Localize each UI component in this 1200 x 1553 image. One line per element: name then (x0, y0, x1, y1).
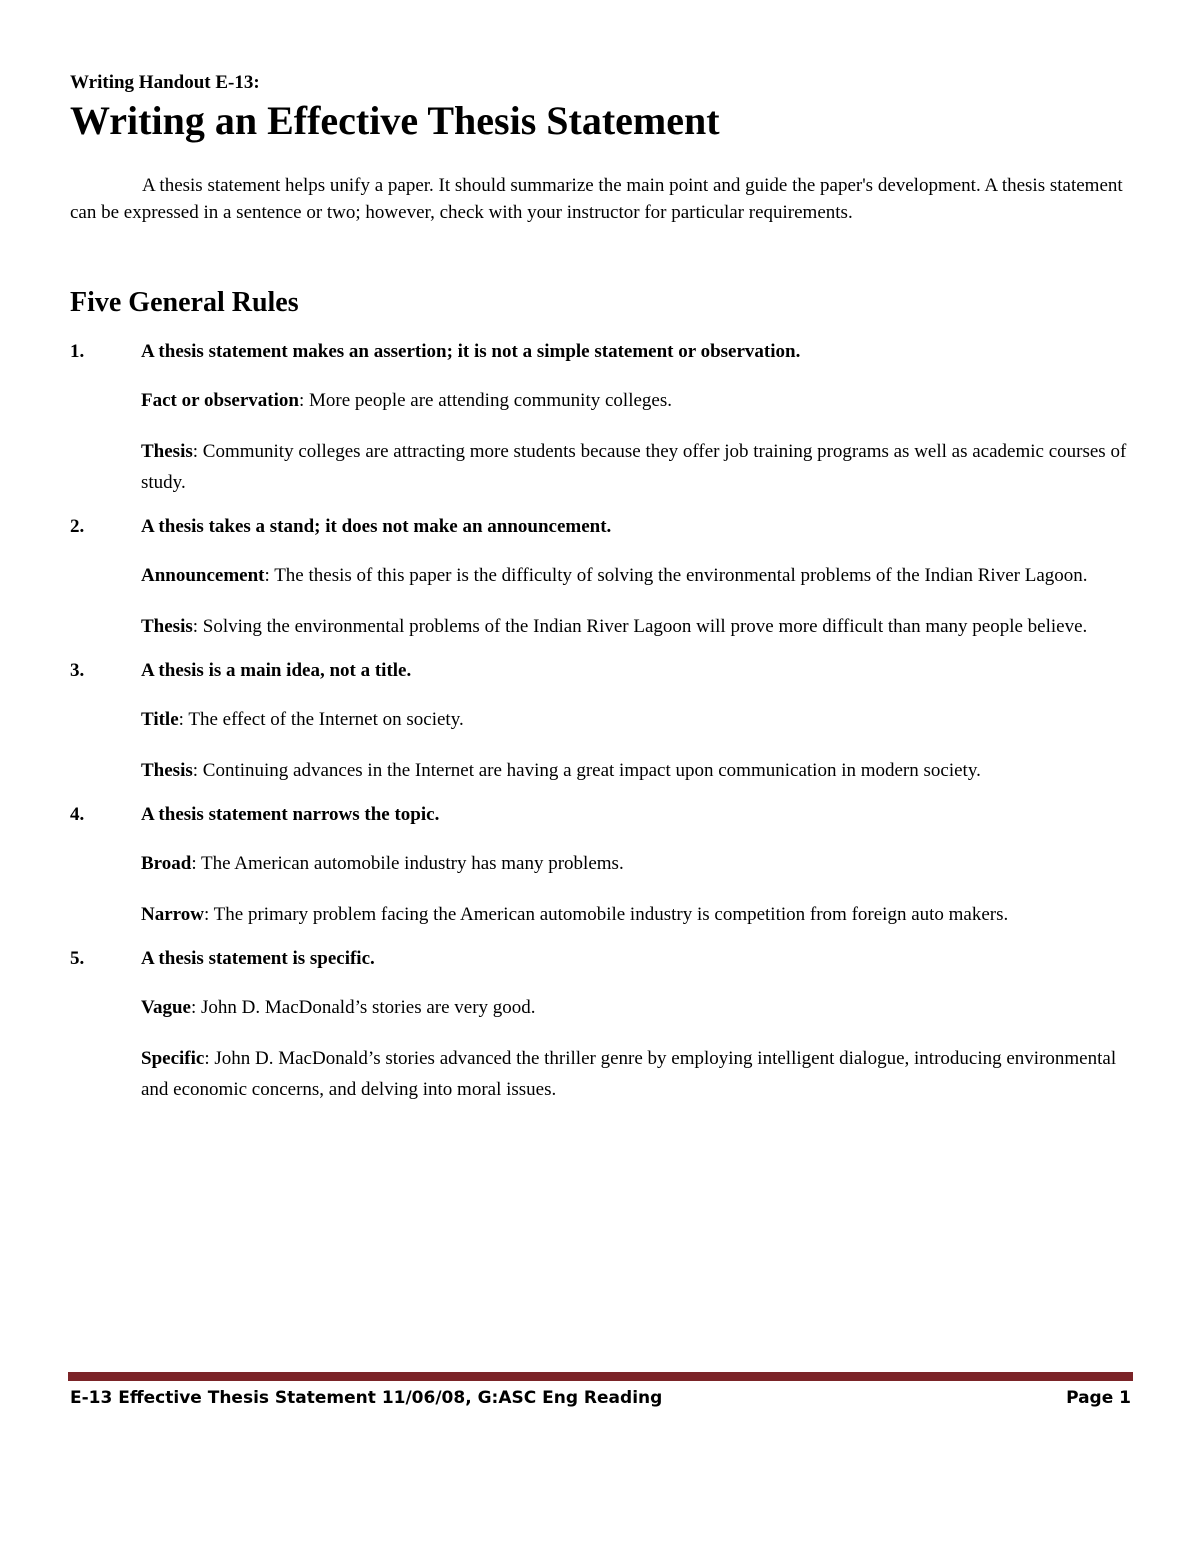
example-label: Narrow (141, 904, 204, 925)
example-label: Title (141, 709, 179, 730)
footer-document-info: E-13 Effective Thesis Statement 11/06/08, G:ASC Eng Reading (70, 1388, 663, 1408)
example-label: Fact or observation (141, 390, 299, 411)
example-label: Vague (141, 997, 191, 1018)
rule-heading: A thesis statement narrows the topic. (141, 804, 440, 825)
example-text: The American automobile industry has many problems. (201, 853, 624, 874)
example-text: The primary problem facing the American automobile industry is competition from foreign auto makers. (213, 904, 1009, 925)
rule-example: Fact or observation: More people are attending community colleges. (141, 390, 672, 411)
example-label: Broad (141, 853, 192, 874)
rule-example: Thesis: Continuing advances in the Internet are having a great impact upon communication in modern society. (141, 760, 981, 781)
example-text: The thesis of this paper is the difficulty of solving the environmental problems of the Indian River Lagoon. (274, 565, 1088, 586)
rule-item (70, 657, 1133, 786)
rule-example: Announcement: The thesis of this paper is the difficulty of solving the environmental problems of the Indian River Lagoon. (141, 565, 1088, 586)
document-page (70, 70, 1133, 1120)
rule-item (70, 945, 1133, 1105)
handout-label: Writing Handout E-13: (70, 72, 260, 93)
example-text: Community colleges are attracting more students because they offer job training programs as well as academic courses of study. (141, 441, 1127, 493)
example-text: Continuing advances in the Internet are having a great impact upon communication in modern society. (202, 760, 981, 781)
rule-heading: A thesis is a main idea, not a title. (141, 660, 412, 681)
example-text: John D. MacDonald’s stories advanced the thriller genre by employing intelligent dialogue, introducing environmental and economic concerns, and delving into moral issues. (141, 1048, 1117, 1100)
document-title: Writing an Effective Thesis Statement (70, 98, 720, 143)
example-text: The effect of the Internet on society. (188, 709, 464, 730)
rule-heading: A thesis statement makes an assertion; it is not a simple statement or observation. (141, 341, 801, 362)
page-footer (70, 1386, 1131, 1410)
rule-item (70, 801, 1133, 930)
rule-number: 3. (70, 660, 85, 681)
rule-example: Title: The effect of the Internet on society. (141, 709, 464, 730)
rule-example: Broad: The American automobile industry has many problems. (141, 853, 624, 874)
intro-paragraph: A thesis statement helps unify a paper. It should summarize the main point and guide the paper's development. A thesis statement can be expressed in a sentence or two; however, check with your instructor for particular requirements. (70, 175, 1123, 223)
footer-divider (68, 1372, 1133, 1381)
rule-heading: A thesis statement is specific. (141, 948, 375, 969)
example-label: Specific (141, 1048, 205, 1069)
example-text: Solving the environmental problems of the Indian River Lagoon will prove more difficult than many people believe. (202, 616, 1088, 637)
rule-example: Vague: John D. MacDonald’s stories are very good. (141, 997, 536, 1018)
example-text: John D. MacDonald’s stories are very good. (201, 997, 536, 1018)
section-heading: Five General Rules (70, 287, 299, 318)
rule-example: Narrow: The primary problem facing the American automobile industry is competition from foreign auto makers. (141, 904, 1009, 925)
rule-number: 5. (70, 948, 85, 969)
rule-heading: A thesis takes a stand; it does not make an announcement. (141, 516, 612, 537)
example-text: More people are attending community colleges. (309, 390, 672, 411)
example-label: Thesis (141, 760, 193, 781)
rule-example: Specific: John D. MacDonald’s stories advanced the thriller genre by employing intelligent dialogue, introducing environmental and economic concerns, and delving into moral issues. (141, 1048, 1117, 1100)
rules-list (70, 338, 1133, 1105)
rule-item (70, 338, 1133, 498)
rule-number: 2. (70, 516, 85, 537)
footer-page-number: Page 1 (1066, 1388, 1131, 1408)
example-label: Thesis (141, 616, 193, 637)
rule-number: 1. (70, 341, 85, 362)
rule-example: Thesis: Community colleges are attracting more students because they offer job training programs as well as academic courses of study. (141, 441, 1127, 493)
rule-example: Thesis: Solving the environmental problems of the Indian River Lagoon will prove more difficult than many people believe. (141, 616, 1088, 637)
rule-item (70, 513, 1133, 642)
example-label: Announcement (141, 565, 265, 586)
example-label: Thesis (141, 441, 193, 462)
rule-number: 4. (70, 804, 85, 825)
